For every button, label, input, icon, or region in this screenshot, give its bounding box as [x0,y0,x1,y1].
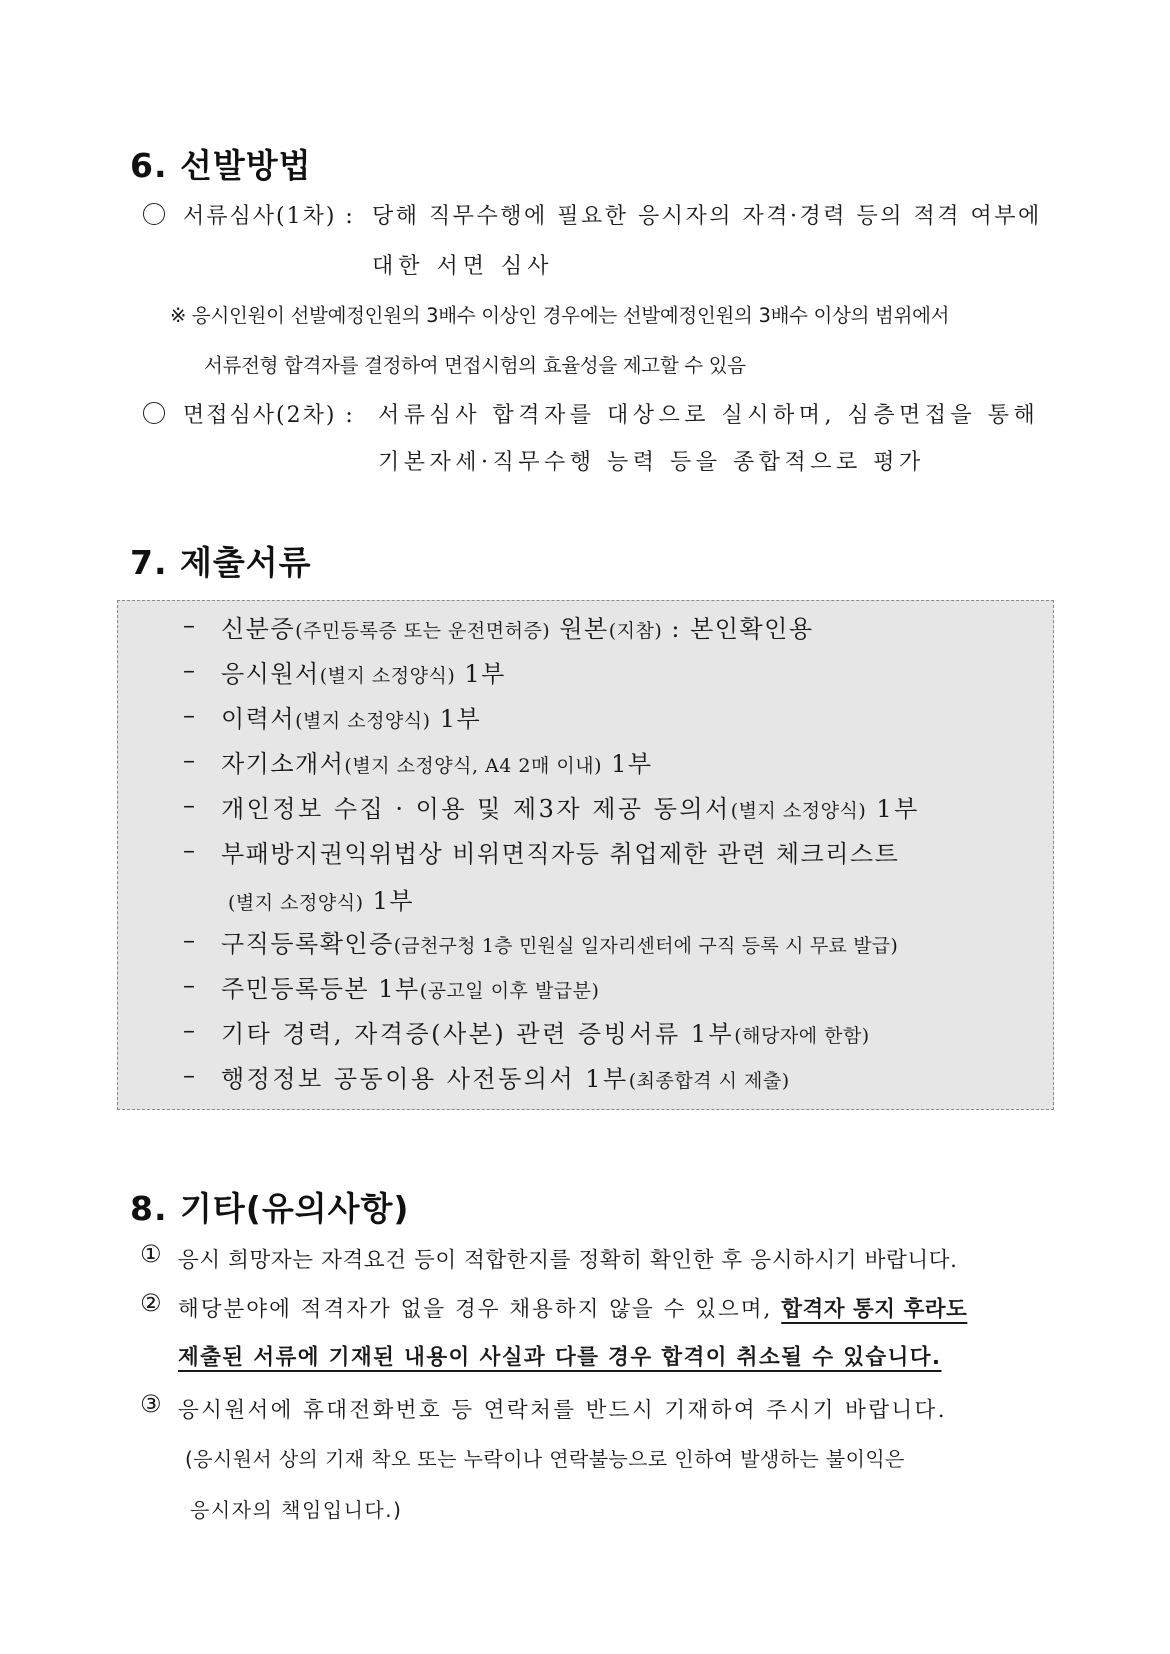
caution-item-2 [178,1292,967,1323]
list-dash: – [183,611,195,639]
doc-tail: 1부 [430,705,482,733]
doc-note: (별지 소정양식) [228,892,364,914]
interview-desc-line2: 기본자세·직무수행 능력 등을 종합적으로 평가 [378,450,925,475]
doc-note: (별지 소정양식) [730,800,867,822]
screening-document-desc-line2: 대한 서면 심사 [372,254,554,279]
number-3-icon: ③ [140,1390,162,1418]
screening-note-line2: 서류전형 합격자를 결정하여 면접시험의 효율성을 제고할 수 있음 [204,354,746,377]
list-dash: – [183,656,195,684]
list-item [221,969,599,1004]
list-dash: – [183,791,195,819]
doc-note: (최종합격 시 제출) [628,1070,790,1092]
doc-name: 신분증 [221,615,296,643]
doc-note: (주민등록증 또는 운전면허증) [295,620,551,642]
section7-heading: 7. 제출서류 [130,543,312,582]
doc-name: 부패방지권익위법상 비위면직자등 취업제한 관련 체크리스트 [221,840,900,868]
screening-note-line1: ※ 응시인원이 선발예정인원의 3배수 이상인 경우에는 선발예정인원의 3배수 이상의 범위에서 [170,304,950,327]
interview-label: 면접심사(2차) : [183,403,355,428]
section6-heading: 6. 선발방법 [130,146,312,185]
list-item [221,789,920,824]
screening-document-desc-line1: 당해 직무수행에 필요한 응시자의 자격·경력 등의 적격 여부에 [372,204,1042,229]
list-item [221,654,506,689]
list-item [221,1014,870,1049]
doc-name: 응시원서 [221,660,320,688]
doc-tail: : 본인확인용 [662,615,814,643]
caution-item-2-bold-line2: 제출된 서류에 기재된 내용이 사실과 다를 경우 합격이 취소될 수 있습니다. [178,1345,942,1370]
list-dash: – [183,701,195,729]
caution-item-3-note-line1: (응시원서 상의 기재 착오 또는 누락이나 연락불능으로 인하여 발생하는 불이익은 [185,1447,905,1471]
list-dash: – [183,836,195,864]
doc-name: 이력서 [221,705,296,733]
caution-item-3: 응시원서에 휴대전화번호 등 연락처를 반드시 기재하여 주시기 바랍니다. [178,1398,947,1423]
interview-desc-line1: 서류심사 합격자를 대상으로 실시하며, 심층면접을 통해 [378,403,1040,428]
doc-tail: 1부 [363,887,415,915]
list-item [221,609,814,644]
list-item [221,744,653,779]
doc-tail: 1부 [866,795,920,823]
number-2-icon: ② [140,1289,162,1317]
doc-tail: 원본 [550,615,609,643]
section8-heading: 8. 기타(유의사항) [130,1189,410,1228]
doc-note: (해당자에 한함) [734,1025,870,1047]
list-item [221,1059,790,1094]
doc-note: (별지 소정양식) [319,665,456,687]
list-dash: – [183,971,195,999]
caution-item-1: 응시 희망자는 자격요건 등이 적합한지를 정확히 확인한 후 응시하시기 바랍니다. [178,1248,958,1273]
doc-note: (공고일 이후 발급분) [419,980,600,1002]
doc-note: (별지 소정양식, A4 2매 이내) [344,755,603,777]
caution-item-2-plain: 해당분야에 적격자가 없을 경우 채용하지 않을 수 있으며, [178,1297,782,1322]
list-dash: – [183,1016,195,1044]
doc-note: (지참) [608,620,663,642]
doc-name: 행정정보 공동이용 사전동의서 1부 [221,1065,629,1093]
doc-name: 구직등록확인증 [221,930,394,958]
doc-name: 기타 경력, 자격증(사본) 관련 증빙서류 1부 [221,1020,735,1048]
doc-name: 주민등록등본 1부 [221,975,420,1003]
circle-bullet-icon [143,203,165,225]
caution-item-3-note-line2: 응시자의 책임입니다.) [190,1498,403,1522]
list-item [221,834,899,869]
number-1-icon: ① [140,1240,162,1268]
list-item [221,699,481,734]
doc-tail: 1부 [455,660,506,688]
required-documents-box [117,600,1054,1110]
doc-tail: 1부 [602,750,653,778]
list-dash: – [183,926,195,954]
screening-document-label: 서류심사(1차) : [183,204,355,229]
list-item [221,924,898,959]
list-dash: – [183,1061,195,1089]
list-dash: – [183,746,195,774]
list-item-continuation [228,881,414,916]
doc-name: 개인정보 수집 · 이용 및 제3자 제공 동의서 [221,795,731,823]
circle-bullet-icon [143,402,165,424]
doc-note: (별지 소정양식) [295,710,431,732]
caution-item-2-bold: 합격자 통지 후라도 [781,1297,968,1322]
doc-name: 자기소개서 [221,750,345,778]
doc-note: (금천구청 1층 민원실 일자리센터에 구직 등록 시 무료 발급) [393,935,898,957]
